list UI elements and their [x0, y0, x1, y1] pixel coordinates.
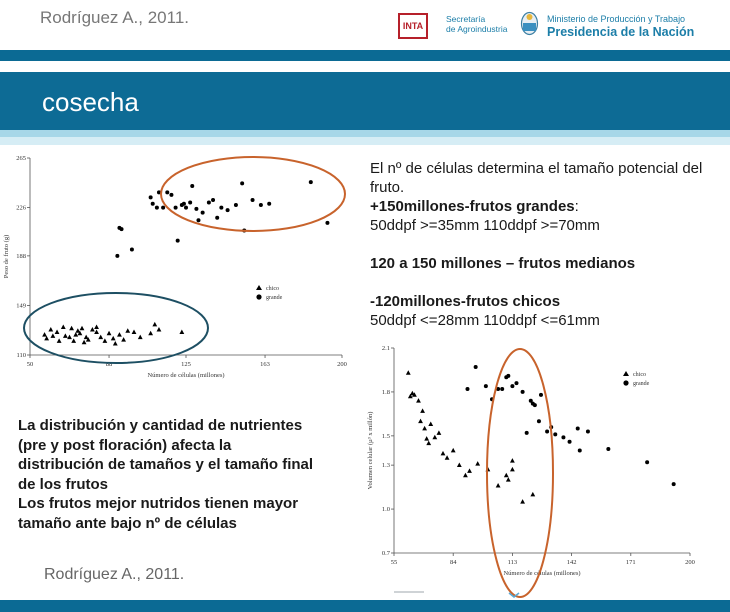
- point-chico: [530, 492, 535, 497]
- point-chico: [63, 333, 68, 338]
- point-grande: [161, 206, 165, 210]
- point-grande: [484, 384, 488, 388]
- point-grande: [525, 431, 529, 435]
- point-chico: [113, 341, 118, 346]
- point-chico: [48, 327, 53, 332]
- point-grande: [465, 387, 469, 391]
- point-chico: [157, 327, 162, 332]
- point-grande: [190, 184, 194, 188]
- point-grande: [500, 387, 504, 391]
- point-grande: [545, 429, 549, 433]
- group-large-colon: :: [574, 198, 579, 215]
- point-chico: [441, 451, 446, 456]
- point-grande: [506, 374, 510, 378]
- point-grande: [207, 200, 211, 204]
- point-grande: [537, 419, 541, 423]
- x-tick-label: 171: [625, 559, 636, 566]
- point-grande: [539, 393, 543, 397]
- point-grande: [568, 440, 572, 444]
- legend-marker: [256, 285, 262, 290]
- point-grande: [251, 198, 255, 202]
- point-grande: [553, 432, 557, 436]
- point-chico: [418, 419, 423, 424]
- point-grande: [211, 198, 215, 202]
- group-large-detail: 50ddpf >=35mm 110ddpf >=70mm: [370, 217, 600, 234]
- group-small-title: -120millones-frutos chicos: [370, 293, 561, 310]
- ministry-line1: Ministerio de Producción y Trabajo: [547, 14, 686, 24]
- point-grande: [130, 248, 134, 252]
- point-grande: [533, 403, 537, 407]
- point-grande: [606, 447, 610, 451]
- point-grande: [576, 427, 580, 431]
- agro-line1: Secretaría: [446, 14, 486, 24]
- x-axis-label: Número de células (millones): [503, 570, 581, 577]
- point-chico: [94, 330, 99, 335]
- point-chico: [125, 328, 130, 333]
- national-shield-icon: [520, 11, 539, 36]
- group-medium-title: 120 a 150 millones – frutos medianos: [370, 255, 636, 272]
- ministry-line2: Presidencia de la Nación: [547, 25, 695, 39]
- agro-line2: de Agroindustria: [446, 24, 508, 34]
- point-grande: [184, 206, 188, 210]
- point-chico: [506, 477, 511, 482]
- legend-label: chico: [266, 286, 279, 292]
- nutrient-line: tamaño ante bajo nº de células: [18, 514, 237, 532]
- point-grande: [120, 227, 124, 231]
- x-tick-label: 200: [685, 559, 695, 566]
- y-axis-label: Peso de fruto (g): [3, 234, 10, 279]
- point-chico: [504, 473, 509, 478]
- point-grande: [510, 384, 514, 388]
- x-tick-label: 125: [181, 361, 191, 368]
- point-grande: [240, 181, 244, 185]
- x-axis-label: Número de células (millones): [147, 372, 225, 379]
- footer-author: Rodríguez A., 2011.: [44, 566, 185, 583]
- point-grande: [151, 202, 155, 206]
- point-chico: [406, 370, 411, 375]
- y-tick-label: 226: [16, 204, 26, 212]
- y-tick-label: 110: [16, 352, 26, 359]
- point-chico: [426, 441, 431, 446]
- point-chico: [475, 461, 480, 466]
- y-tick-label: 0.7: [381, 550, 390, 557]
- point-grande: [325, 221, 329, 225]
- point-grande: [474, 365, 478, 369]
- point-grande: [201, 211, 205, 215]
- inta-logo: INTA: [398, 13, 428, 39]
- legend-marker: [256, 294, 261, 299]
- x-tick-label: 55: [390, 559, 398, 566]
- point-chico: [57, 338, 62, 343]
- slide-title: cosecha: [42, 87, 139, 117]
- point-chico: [428, 422, 433, 427]
- point-chico: [520, 499, 525, 504]
- y-tick-label: 1.8: [381, 388, 390, 396]
- legend-label: grande: [633, 381, 650, 387]
- intro-text: El nº de células determina el tamaño potencial del fruto.: [370, 160, 703, 196]
- point-chico: [55, 330, 60, 335]
- y-tick-label: 2.1: [381, 345, 390, 352]
- x-tick-label: 200: [337, 361, 347, 368]
- point-chico: [510, 467, 515, 472]
- chart1-axes: [3, 155, 347, 379]
- point-chico: [496, 483, 501, 488]
- point-grande: [194, 207, 198, 211]
- point-grande: [196, 218, 200, 222]
- y-axis-label: Volumen celular (µ³ x millón): [367, 411, 374, 490]
- point-grande: [561, 435, 565, 439]
- legend-marker: [623, 380, 628, 385]
- point-chico: [90, 327, 95, 332]
- point-grande: [578, 449, 582, 453]
- x-tick-label: 84: [449, 559, 457, 566]
- nutrient-line: (pre y post floración) afecta la: [18, 436, 232, 454]
- point-chico: [420, 408, 425, 413]
- point-grande: [586, 429, 590, 433]
- point-grande: [169, 193, 173, 197]
- x-tick-label: 88: [105, 361, 113, 368]
- chart-fruit-weight: [0, 148, 362, 398]
- point-grande: [188, 200, 192, 204]
- point-chico: [69, 326, 74, 331]
- y-tick-label: 149: [16, 302, 26, 310]
- point-chico: [107, 331, 112, 336]
- agroindustria-logo: [446, 14, 507, 34]
- point-grande: [174, 206, 178, 210]
- chart1-points: [42, 180, 329, 345]
- nutrient-line: distribución de tamaños y el tamaño final: [18, 456, 314, 473]
- x-tick-label: 142: [566, 559, 577, 566]
- point-chico: [467, 468, 472, 473]
- point-chico: [132, 330, 137, 335]
- point-grande: [149, 195, 153, 199]
- right-text-block: [370, 159, 720, 330]
- nutrient-text-block: [18, 416, 353, 533]
- title-band-light: [0, 130, 730, 137]
- point-grande: [115, 254, 119, 258]
- y-tick-label: 1.3: [381, 462, 390, 470]
- point-chico: [445, 455, 450, 460]
- point-grande: [267, 202, 271, 206]
- point-chico: [61, 324, 66, 329]
- point-grande: [182, 202, 186, 206]
- point-grande: [309, 180, 313, 184]
- group-large-title: +150millones-frutos grandes: [370, 198, 575, 215]
- point-grande: [176, 239, 180, 243]
- point-chico: [121, 337, 126, 342]
- point-chico: [432, 435, 437, 440]
- legend-label: grande: [266, 295, 283, 301]
- point-chico: [42, 332, 47, 337]
- footer-band: [0, 600, 730, 612]
- chart-cell-volume: [362, 338, 702, 600]
- point-chico: [179, 330, 184, 335]
- y-tick-label: 188: [16, 252, 26, 260]
- legend-marker: [623, 371, 629, 376]
- point-chico: [148, 331, 153, 336]
- point-chico: [152, 322, 157, 327]
- point-chico: [463, 473, 468, 478]
- point-chico: [138, 335, 143, 340]
- x-tick-label: 113: [507, 559, 518, 566]
- chart1-orange-ellipse: [161, 157, 345, 231]
- ministry-logo: [547, 14, 694, 39]
- point-chico: [437, 430, 442, 435]
- nutrient-line: Los frutos mejor nutridos tienen mayor: [18, 495, 299, 512]
- point-chico: [422, 426, 427, 431]
- point-chico: [424, 436, 429, 441]
- chart2-orange-ellipse: [487, 349, 553, 597]
- point-grande: [259, 203, 263, 207]
- point-grande: [215, 216, 219, 220]
- point-grande: [521, 390, 525, 394]
- point-chico: [67, 335, 72, 340]
- point-chico: [98, 335, 103, 340]
- point-chico: [111, 336, 116, 341]
- legend-label: chico: [633, 372, 646, 378]
- title-band-lighter: [0, 137, 730, 145]
- point-grande: [645, 460, 649, 464]
- point-chico: [102, 338, 107, 343]
- nutrient-line: de los frutos: [18, 475, 109, 493]
- chart2-scrollbar: [394, 591, 424, 593]
- point-chico: [50, 333, 55, 338]
- point-chico: [82, 340, 87, 345]
- point-chico: [80, 326, 85, 331]
- header-band: [0, 50, 730, 61]
- chart1-blue-ellipse: [24, 293, 208, 363]
- group-small-detail: 50ddpf <=28mm 110ddpf <=61mm: [370, 312, 600, 329]
- point-grande: [165, 190, 169, 194]
- point-chico: [117, 332, 122, 337]
- y-tick-label: 265: [16, 155, 26, 162]
- group-large: [370, 197, 720, 216]
- point-chico: [457, 463, 462, 468]
- point-chico: [94, 324, 99, 329]
- point-grande: [155, 206, 159, 210]
- point-grande: [226, 208, 230, 212]
- y-tick-label: 1.0: [381, 506, 390, 514]
- point-grande: [514, 381, 518, 385]
- point-chico: [451, 448, 456, 453]
- y-tick-label: 1.5: [381, 432, 390, 440]
- point-grande: [672, 482, 676, 486]
- point-grande: [234, 203, 238, 207]
- x-tick-label: 50: [26, 361, 34, 368]
- point-chico: [416, 398, 421, 403]
- point-grande: [219, 206, 223, 210]
- point-chico: [510, 458, 515, 463]
- nutrient-line: La distribución y cantidad de nutrientes: [18, 417, 303, 434]
- x-tick-label: 163: [260, 361, 270, 368]
- header-author: Rodríguez A., 2011.: [40, 8, 190, 27]
- point-chico: [71, 338, 76, 343]
